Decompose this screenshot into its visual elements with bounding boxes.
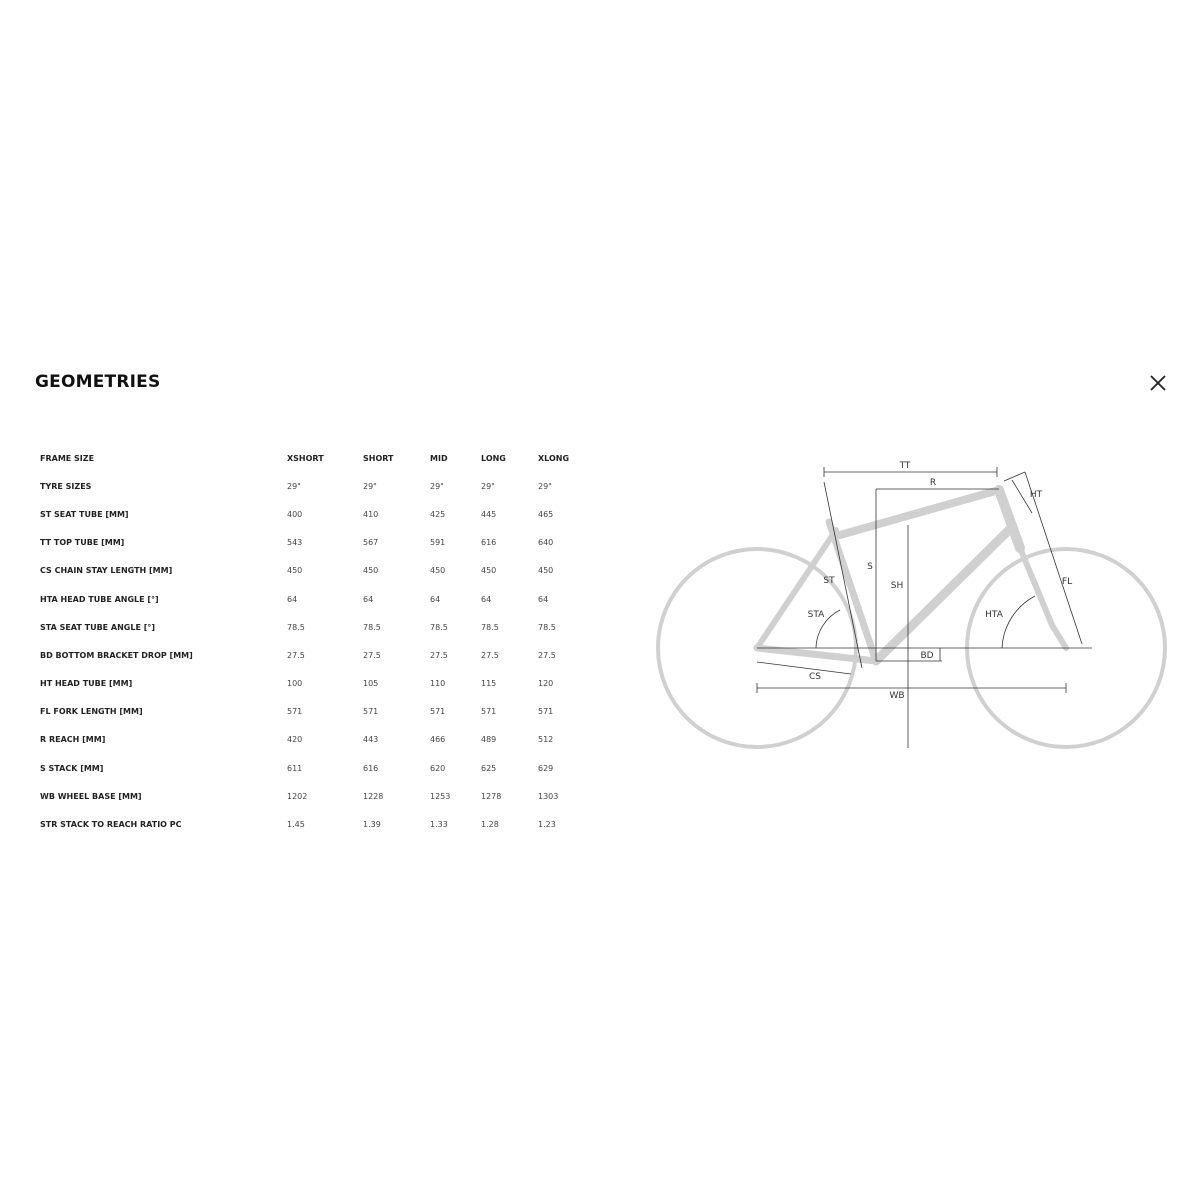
- table-cell: 640: [538, 538, 554, 548]
- row-label: S STACK [MM]: [40, 763, 104, 773]
- table-cell: 450: [481, 566, 497, 576]
- row-label: WB WHEEL BASE [MM]: [40, 791, 142, 801]
- table-row: [40, 472, 578, 500]
- label-ht: HT: [1029, 490, 1043, 500]
- table-cell: 78.5: [481, 622, 499, 632]
- table-cell: 78.5: [430, 622, 448, 632]
- column-header-xlong: XLONG: [538, 453, 570, 463]
- table-row: [40, 670, 578, 698]
- table-cell: 425: [430, 509, 446, 519]
- frame-size-header: FRAME SIZE: [40, 453, 95, 463]
- row-label: TYRE SIZES: [40, 481, 92, 491]
- bike-frame: [757, 490, 1066, 661]
- table-cell: 611: [287, 763, 303, 773]
- table-cell: 450: [363, 566, 379, 576]
- row-label: ST SEAT TUBE [MM]: [40, 509, 129, 519]
- table-row: [40, 613, 578, 641]
- table-cell: 1.45: [287, 820, 305, 830]
- table-cell: 64: [538, 594, 549, 604]
- table-cell: 29": [287, 481, 301, 491]
- table-cell: 100: [287, 679, 303, 689]
- table-cell: 115: [481, 679, 497, 689]
- table-cell: 450: [538, 566, 554, 576]
- table-cell: 120: [538, 679, 554, 689]
- bike-geometry-diagram: [640, 440, 1180, 770]
- table-cell: 443: [363, 735, 379, 745]
- label-sta: STA: [807, 610, 825, 620]
- table-cell: 64: [481, 594, 492, 604]
- table-cell: 543: [287, 538, 303, 548]
- table-cell: 400: [287, 509, 303, 519]
- table-cell: 625: [481, 763, 497, 773]
- label-sh: SH: [890, 581, 904, 591]
- table-cell: 27.5: [538, 650, 556, 660]
- table-cell: 629: [538, 763, 554, 773]
- table-cell: 571: [538, 707, 554, 717]
- table-cell: 1202: [287, 791, 308, 801]
- table-cell: 78.5: [538, 622, 556, 632]
- table-cell: 27.5: [430, 650, 448, 660]
- table-cell: 105: [363, 679, 379, 689]
- table-cell: 420: [287, 735, 303, 745]
- table-header-row: [40, 444, 578, 472]
- table-cell: 110: [430, 679, 446, 689]
- table-cell: 450: [287, 566, 303, 576]
- label-hta: HTA: [985, 610, 1003, 620]
- table-cell: 512: [538, 735, 554, 745]
- table-row: [40, 500, 578, 528]
- table-cell: 571: [430, 707, 446, 717]
- table-cell: 64: [287, 594, 298, 604]
- table-cell: 450: [430, 566, 446, 576]
- close-icon: [1146, 372, 1170, 394]
- table-cell: 1253: [430, 791, 451, 801]
- close-button[interactable]: [1146, 372, 1170, 394]
- table-cell: 1303: [538, 791, 559, 801]
- table-cell: 29": [538, 481, 552, 491]
- table-row: [40, 754, 578, 782]
- column-header-long: LONG: [481, 453, 506, 463]
- table-row: [40, 529, 578, 557]
- table-cell: 616: [481, 538, 497, 548]
- column-header-mid: MID: [430, 453, 448, 463]
- page-title: GEOMETRIES: [35, 372, 161, 392]
- column-header-short: SHORT: [363, 453, 394, 463]
- table-cell: 29": [481, 481, 495, 491]
- table-cell: 616: [363, 763, 379, 773]
- table-cell: 29": [430, 481, 444, 491]
- table-cell: 1228: [363, 791, 384, 801]
- table-cell: 567: [363, 538, 379, 548]
- column-header-xshort: XSHORT: [287, 453, 324, 463]
- row-label: STA SEAT TUBE ANGLE [°]: [40, 622, 156, 632]
- row-label: HTA HEAD TUBE ANGLE [°]: [40, 594, 159, 604]
- table-cell: 27.5: [363, 650, 381, 660]
- table-cell: 78.5: [363, 622, 381, 632]
- table-cell: 64: [363, 594, 374, 604]
- label-r: R: [929, 478, 937, 488]
- table-row: [40, 782, 578, 810]
- label-bd: BD: [920, 651, 934, 661]
- table-row: [40, 810, 578, 838]
- geometry-table: [40, 444, 578, 839]
- table-cell: 1.39: [363, 820, 381, 830]
- table-cell: 29": [363, 481, 377, 491]
- table-cell: 620: [430, 763, 446, 773]
- table-cell: 64: [430, 594, 441, 604]
- table-row: [40, 557, 578, 585]
- table-cell: 571: [481, 707, 497, 717]
- table-cell: 445: [481, 509, 497, 519]
- label-tt: TT: [899, 461, 911, 471]
- table-cell: 466: [430, 735, 446, 745]
- table-cell: 410: [363, 509, 379, 519]
- row-label: CS CHAIN STAY LENGTH [MM]: [40, 566, 173, 576]
- row-label: R REACH [MM]: [40, 735, 106, 745]
- row-label: TT TOP TUBE [MM]: [40, 538, 125, 548]
- table-cell: 78.5: [287, 622, 305, 632]
- label-wb: WB: [889, 691, 905, 701]
- table-cell: 1.23: [538, 820, 556, 830]
- row-label: BD BOTTOM BRACKET DROP [MM]: [40, 650, 193, 660]
- label-st: ST: [823, 576, 835, 586]
- row-label: FL FORK LENGTH [MM]: [40, 707, 143, 717]
- label-s: S: [867, 562, 873, 572]
- table-row: [40, 698, 578, 726]
- table-cell: 591: [430, 538, 446, 548]
- table-cell: 571: [287, 707, 303, 717]
- table-cell: 27.5: [287, 650, 305, 660]
- table-row: [40, 641, 578, 669]
- row-label: STR STACK TO REACH RATIO PC: [40, 820, 182, 830]
- label-fl: FL: [1061, 577, 1073, 587]
- table-cell: 27.5: [481, 650, 499, 660]
- table-cell: 1278: [481, 791, 502, 801]
- row-label: HT HEAD TUBE [MM]: [40, 679, 133, 689]
- table-row: [40, 726, 578, 754]
- table-cell: 571: [363, 707, 379, 717]
- table-cell: 465: [538, 509, 554, 519]
- label-cs: CS: [809, 672, 821, 682]
- table-cell: 1.33: [430, 820, 448, 830]
- table-row: [40, 585, 578, 613]
- table-cell: 1.28: [481, 820, 499, 830]
- table-cell: 489: [481, 735, 497, 745]
